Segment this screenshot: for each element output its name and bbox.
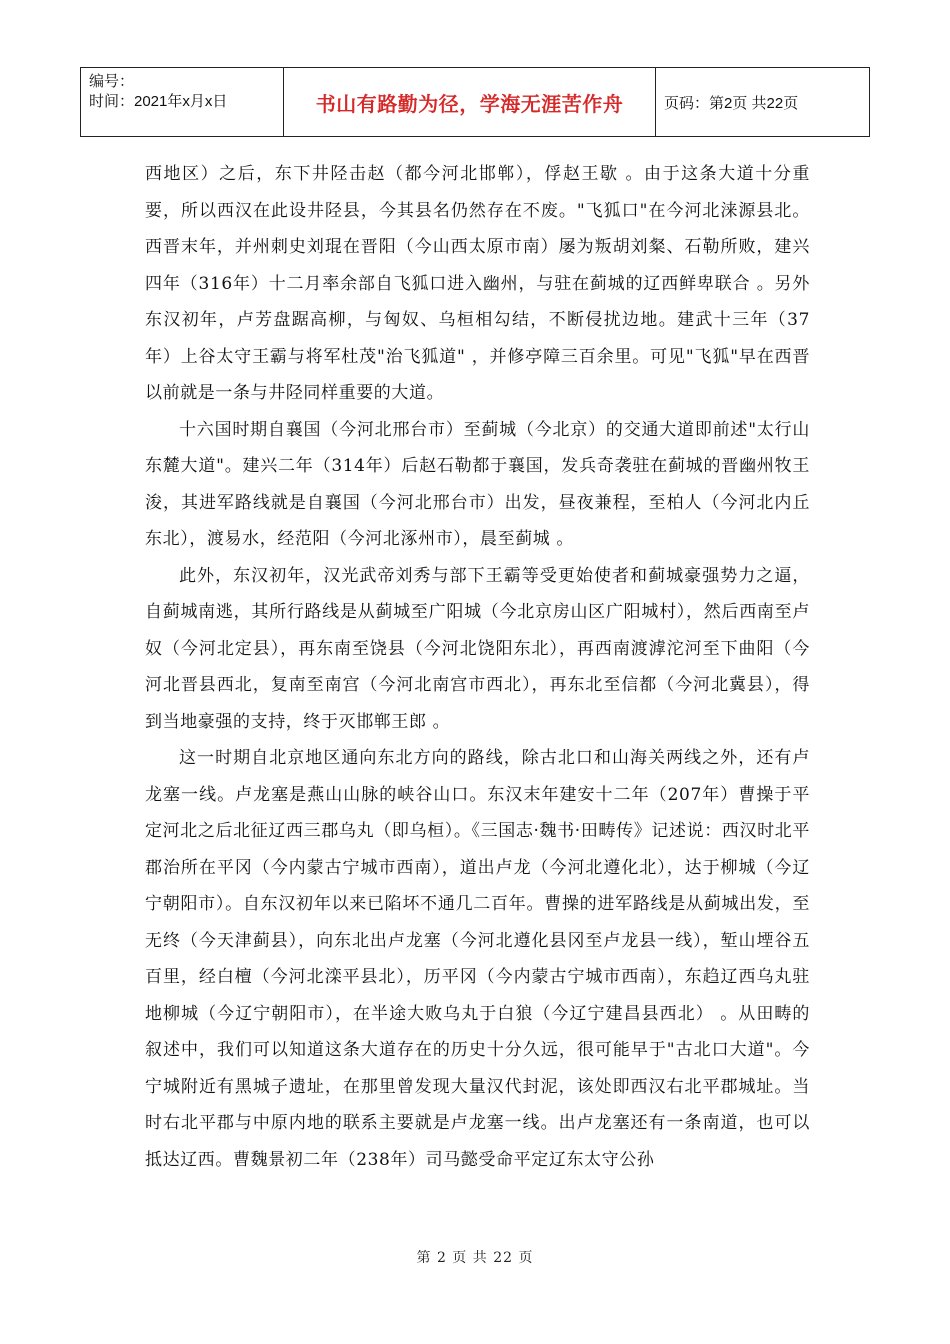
page-footer: 第 2 页 共 22 页	[416, 1250, 534, 1266]
header-page-info: 页码：第2页 共22页	[664, 94, 799, 112]
paragraph-2: 十六国时期自襄国（今河北邢台市）至蓟城（今北京）的交通大道即前述"太行山东麓大道"。建兴二年（314年）后赵石勒都于襄国，发兵奇袭驻在蓟城的晋幽州牧王浚，其进军路线就是自襄国（今河北邢台市）出发，昼夜兼程，至柏人（今河北内丘东北），渡易水，经范阳（今河北涿州市），晨至蓟城 。	[145, 419, 810, 549]
paragraph-1: 西地区）之后，东下井陉击赵（都今河北邯郸），俘赵王歇 。由于这条大道十分重要，所以西汉在此设井陉县，今其县名仍然存在不废。"飞狐口"在今河北涞源县北。西晋末年，并州刺史刘琨在晋阳（今山西太原市南）屡为叛胡刘粲、石勒所败，建兴四年（316年）十二月率余部自飞狐口进入幽州，与驻在蓟城的辽西鲜卑联合 。另外东汉初年，卢芳盘踞高柳，与匈奴、乌桓相勾结，不断侵扰边地。建武十三年（37年）上谷太守王霸与将军杜茂"治飞狐道" ，并修亭障三百余里。可见"飞狐"早在西晋以前就是一条与井陉同样重要的大道。	[145, 164, 810, 403]
paragraph-3: 此外，东汉初年，汉光武帝刘秀与部下王霸等受更始使者和蓟城豪强势力之逼，自蓟城南逃，其所行路线是从蓟城至广阳城（今北京房山区广阳城村），然后西南至卢奴（今河北定县），再东南至饶县（今河北饶阳东北），再西南渡滹沱河至下曲阳（今河北晋县西北，复南至南宫（今河北南宫市西北），再东北至信都（今河北冀县），得到当地豪强的支持，终于灭邯郸王郎 。	[145, 565, 810, 732]
document-body	[145, 156, 810, 1178]
header-meta	[81, 68, 284, 136]
header-motto: 书山有路勤为径，学海无涯苦作舟	[284, 68, 656, 136]
time-label: 时间：2021年x月x日	[89, 93, 228, 110]
paragraph-4: 这一时期自北京地区通向东北方向的路线，除古北口和山海关两线之外，还有卢龙塞一线。卢龙塞是燕山山脉的峡谷山口。东汉末年建安十二年（207年）曹操于平定河北之后北征辽西三郡乌丸（即乌桓）。《三国志·魏书·田畴传》记述说：西汉时北平郡治所在平冈（今内蒙古宁城市西南），道出卢龙（今河北遵化北），达于柳城（今辽宁朝阳市）。自东汉初年以来已陷坏不通几二百年。曹操的进军路线是从蓟城出发，至无终（今天津蓟县），向东北出卢龙塞（今河北遵化县冈至卢龙县一线），堑山堙谷五百里，经白檀（今河北滦平县北），历平冈（今内蒙古宁城市西南），东趋辽西乌丸驻地柳城（今辽宁朝阳市），在半途大败乌丸于白狼（今辽宁建昌县西北） 。从田畴的叙述中，我们可以知道这条大道存在的历史十分久远，很可能早于"古北口大道"。今宁城附近有黑城子遗址，在那里曾发现大量汉代封泥，该处即西汉右北平郡城址。当时右北平郡与中原内地的联系主要就是卢龙塞一线。出卢龙塞还有一条南道，也可以抵达辽西。曹魏景初二年（238年）司马懿受命平定辽东太守公孙	[145, 748, 810, 1170]
number-label: 编号：	[89, 73, 135, 90]
document-header	[80, 67, 870, 137]
